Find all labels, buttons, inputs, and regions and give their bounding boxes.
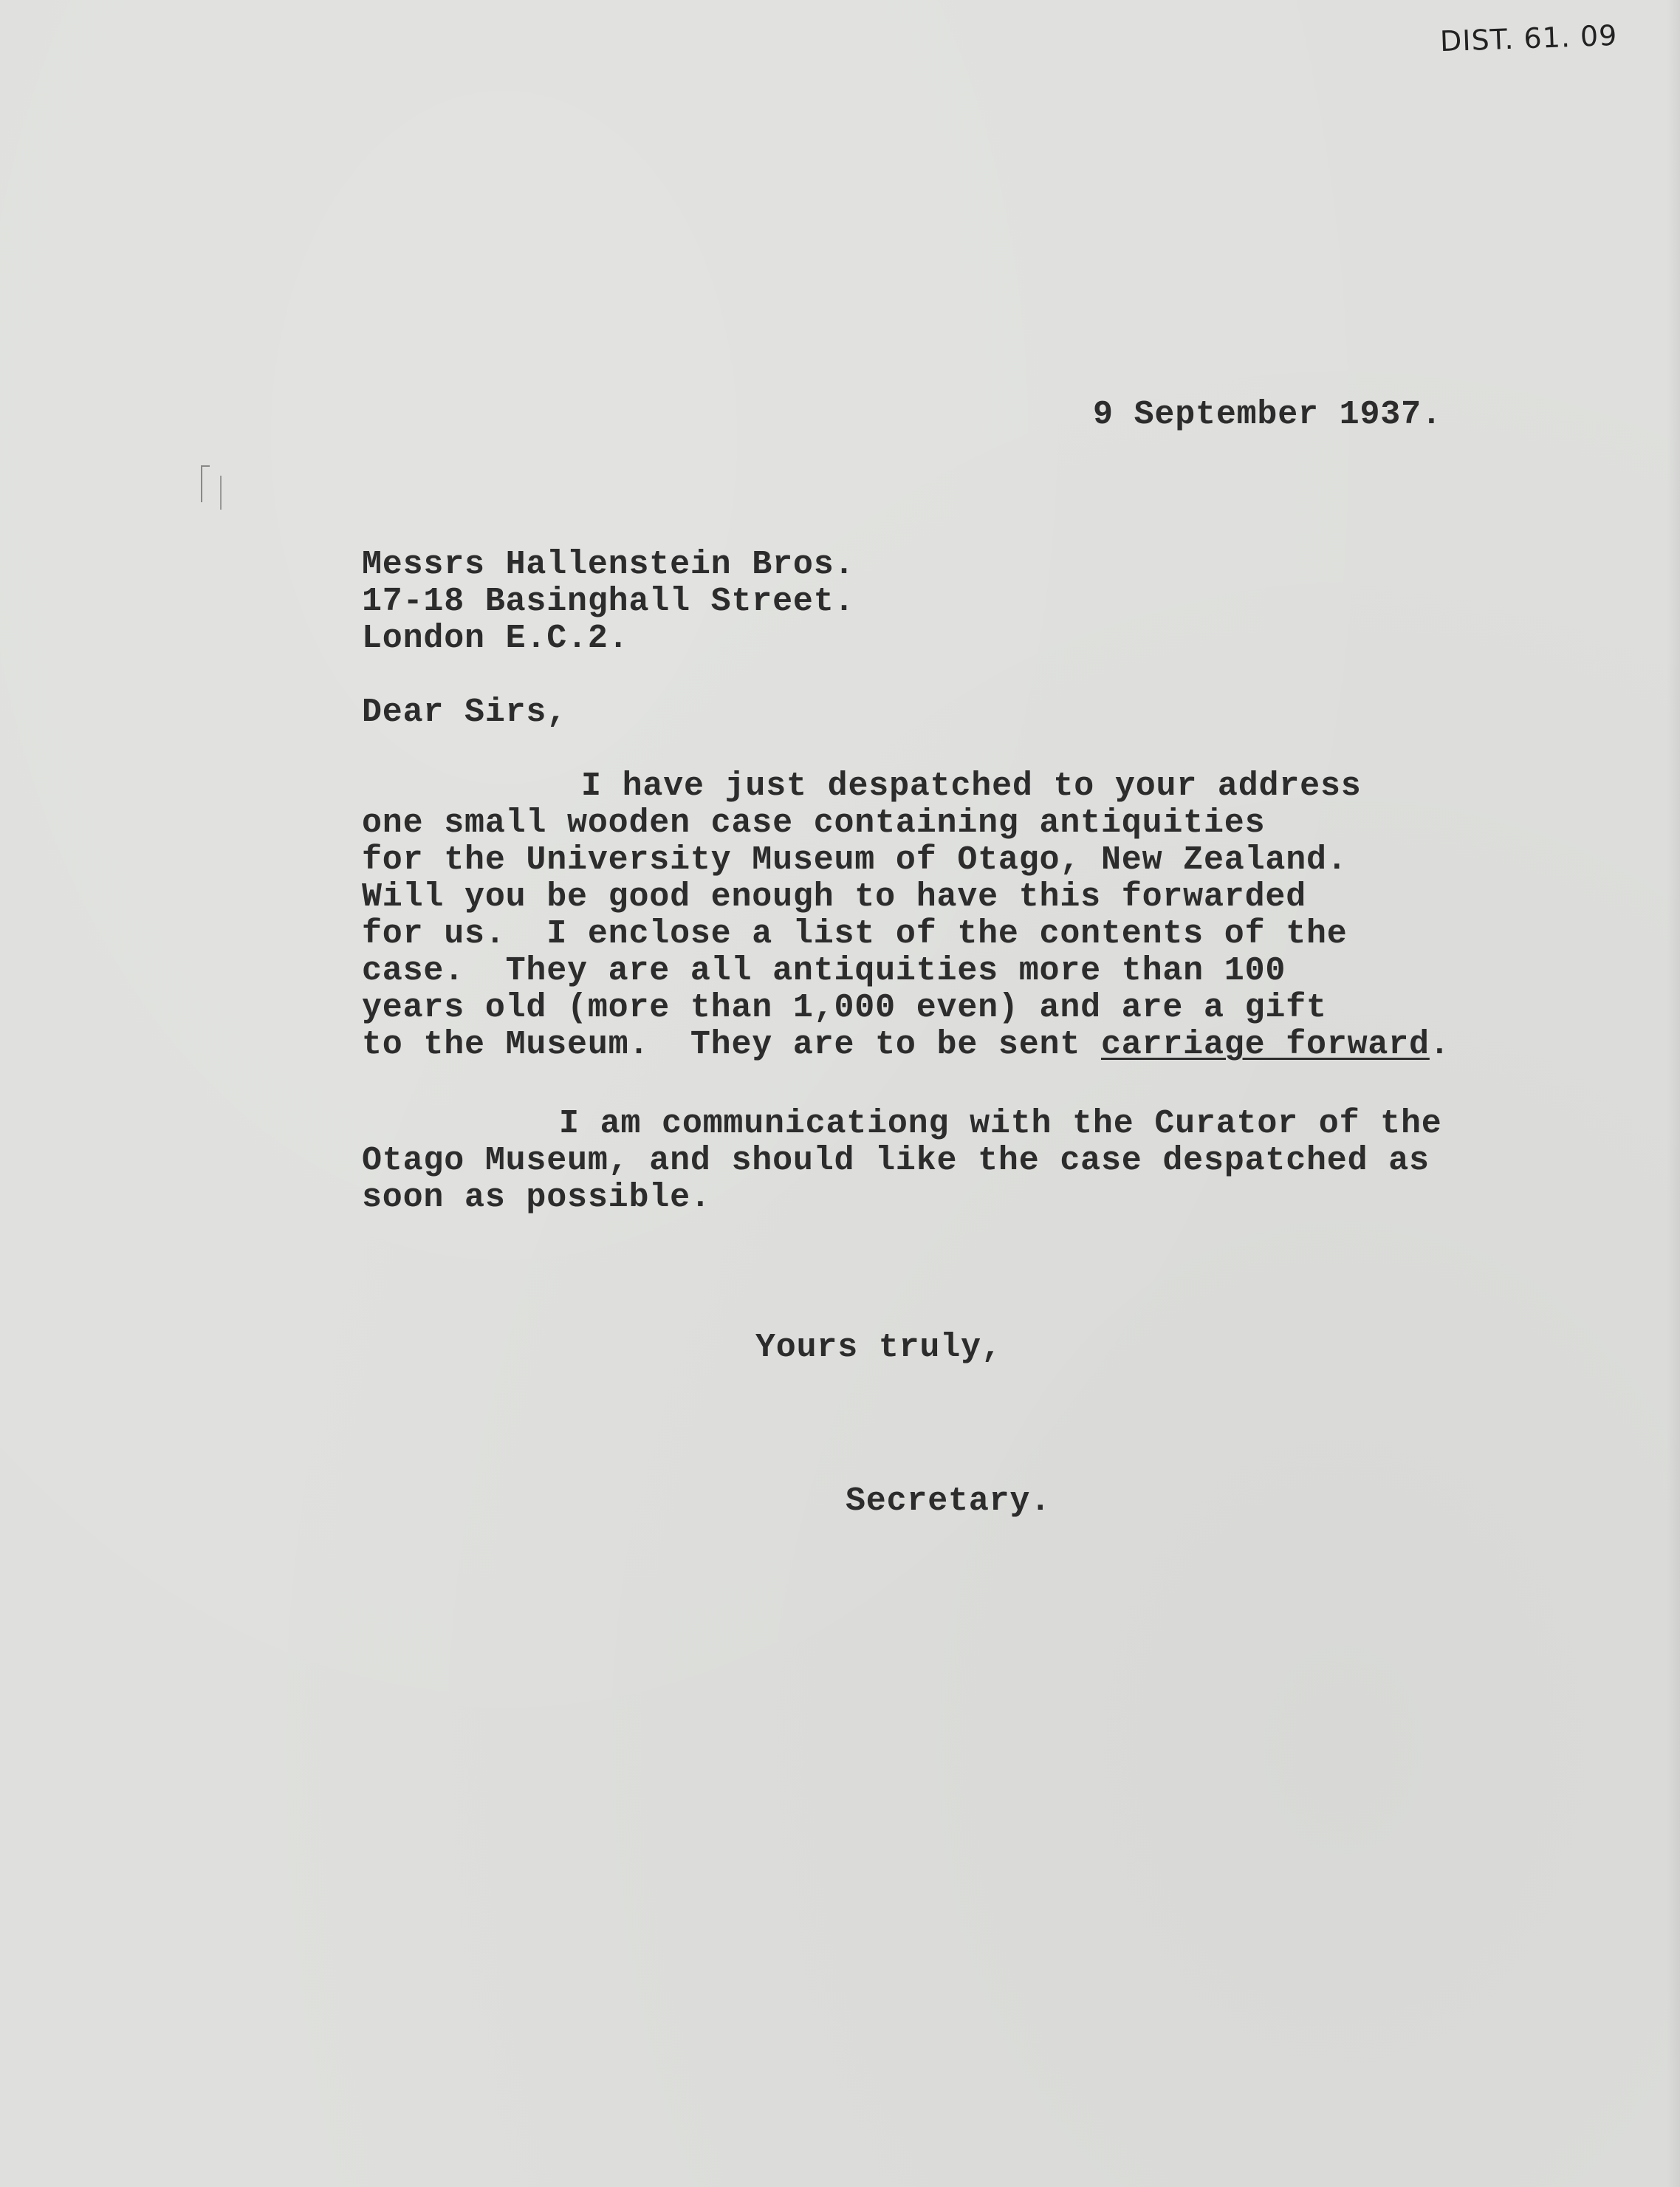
closing: Yours truly, (755, 1329, 1002, 1366)
paragraph1-line: for us. I enclose a list of the contents of the (362, 915, 1348, 953)
paragraph1-line8-text: to the Museum. They are to be sent (362, 1026, 1101, 1064)
letter-date: 9 September 1937. (1093, 396, 1442, 434)
carriage-forward-underlined: carriage forward (1100, 1026, 1430, 1064)
signature: Secretary. (846, 1482, 1052, 1520)
paragraph2-line: Otago Museum, and should like the case despatched as (362, 1142, 1430, 1180)
paragraph1-line: one small wooden case containing antiquities (362, 804, 1266, 842)
salutation: Dear Sirs, (362, 694, 568, 731)
margin-bracket-mark (201, 465, 210, 502)
paragraph1-last-line (362, 1027, 1450, 1064)
recipient-city: London E.C.2. (362, 620, 629, 657)
archive-reference-number: DIST. 61. 09 (1439, 18, 1619, 58)
paragraph1-line: case. They are all antiquities more than 100 (362, 952, 1286, 990)
paragraph2-line: soon as possible. (362, 1179, 711, 1216)
paragraph1-line: I have just despatched to your address (581, 767, 1362, 805)
paragraph1-line8-period: . (1429, 1026, 1450, 1064)
paragraph1-line: Will you be good enough to have this forwarded (362, 878, 1307, 916)
paragraph2-line: I am communicationg with the Curator of the (559, 1105, 1442, 1143)
recipient-name: Messrs Hallenstein Bros. (362, 546, 855, 583)
page-edge-shadow (1667, 0, 1680, 2187)
paragraph1-line: years old (more than 1,000 even) and are a gift (362, 989, 1327, 1027)
paragraph1-line: for the University Museum of Otago, New Zealand. (362, 841, 1348, 879)
recipient-street: 17-18 Basinghall Street. (362, 583, 855, 620)
